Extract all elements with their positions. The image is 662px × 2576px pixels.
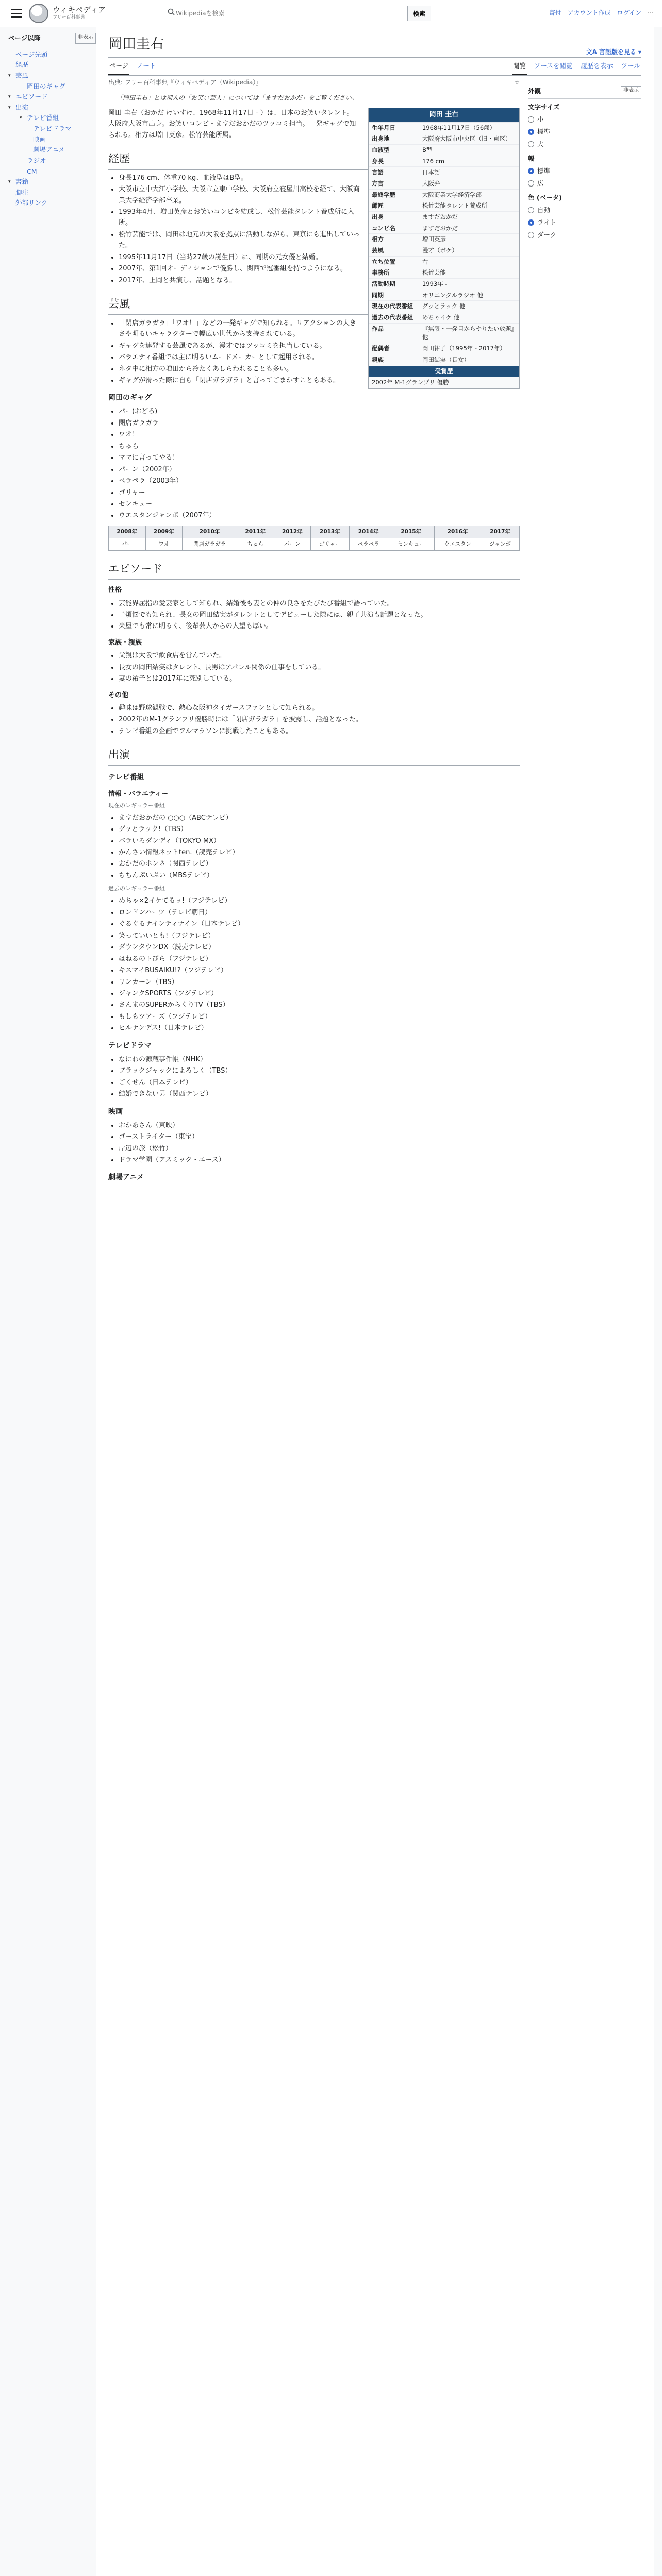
infobox-row — [369, 256, 519, 267]
toc-item[interactable] — [8, 134, 96, 145]
list-item: • センキュー — [119, 499, 520, 510]
list-item: • 笑っていいとも!（フジテレビ） — [119, 930, 520, 941]
radio-option[interactable] — [528, 230, 641, 240]
radio-option[interactable] — [528, 217, 641, 228]
radio-label: 標準 — [537, 128, 551, 136]
appearance-hide-button[interactable]: 非表示 — [621, 86, 641, 96]
infobox-key: 相方 — [372, 235, 384, 243]
list-item: • リンカーン（TBS） — [119, 977, 520, 988]
toc-item-label: テレビドラマ — [33, 125, 72, 132]
toc-item-label: 書籍 — [15, 178, 29, 186]
infobox-row — [369, 354, 519, 365]
list-item: • なにわの源蔵事件帳（NHK） — [119, 1054, 520, 1065]
radio-option[interactable] — [528, 139, 641, 149]
infobox-row — [369, 211, 519, 223]
infobox-row — [369, 343, 519, 354]
toc-item-label: 脚注 — [15, 188, 29, 196]
infobox-row — [369, 133, 519, 144]
toc-item-label: ラジオ — [27, 156, 46, 164]
radio-button[interactable] — [528, 207, 534, 213]
toc-item-label: ページ先頭 — [15, 50, 48, 58]
create-account-link[interactable]: アカウント作成 — [567, 9, 611, 17]
infobox-value: 1993年 - — [422, 280, 448, 288]
menu-icon[interactable] — [8, 5, 25, 22]
list-item: • 妻の祐子とは2017年に死別している。 — [119, 673, 520, 684]
list-item: • 1993年4月、増田英彦とお笑いコンビを結成し、松竹芸能タレント養成所に入所。 — [119, 207, 520, 229]
infobox-key: 身長 — [372, 157, 384, 165]
table-cell: パーン — [274, 538, 311, 551]
list-item: • ダウンタウンDX（読売テレビ） — [119, 942, 520, 953]
width-options — [528, 166, 641, 189]
toc-item[interactable] — [8, 124, 96, 134]
table-cell: ゴリャー — [311, 538, 349, 551]
toc-item[interactable] — [8, 198, 96, 209]
tab-history[interactable]: 履歴を表示 — [581, 62, 613, 70]
top-bar — [0, 0, 662, 27]
radio-option[interactable] — [528, 178, 641, 189]
toc-item[interactable] — [8, 49, 96, 60]
star-icon[interactable]: ☆ — [514, 79, 520, 87]
toc-item[interactable] — [8, 92, 96, 103]
page-title — [108, 31, 164, 57]
table-header-cell: 2015年 — [388, 526, 434, 538]
list-item: • おかあさん（東映） — [119, 1120, 520, 1131]
infobox-row — [369, 233, 519, 245]
list-item: • ギャグを連発する芸風であるが、漫才ではツッコミを担当している。 — [119, 341, 520, 351]
list-item: • ジャンクSPORTS（フジテレビ） — [119, 988, 520, 999]
infobox-row — [369, 122, 519, 133]
infobox-value: 右 — [422, 258, 428, 265]
tv-variety-sub: 情報・バラエティー — [108, 790, 168, 799]
gag-year-table — [108, 526, 520, 551]
list-item: • 大阪市立中大江小学校、大阪市立東中学校、大阪府立寝屋川高校を経て、大阪商業大学経済学部卒業。 — [119, 184, 520, 206]
list-item: • ロンドンハーツ（テレビ朝日） — [119, 907, 520, 918]
tv-past-label: 過去のレギュラー番組 — [108, 885, 165, 892]
list-item: • おかだのホンネ（関西テレビ） — [119, 858, 520, 869]
list-item: • ますだおかだの ○○○（ABCテレビ） — [119, 812, 520, 823]
infobox-value: ますだおかだ — [422, 224, 458, 232]
list-item: • グッとラック!（TBS） — [119, 824, 520, 835]
drama-list — [119, 1054, 520, 1100]
search-input[interactable] — [175, 9, 407, 18]
list-item: • もしもツアーズ（フジテレビ） — [119, 1011, 520, 1022]
toc-item-label: CM — [27, 167, 37, 175]
infobox-row — [369, 166, 519, 178]
list-item: • パー(おどろ) — [119, 406, 520, 417]
article-body — [108, 76, 520, 1185]
list-item: • バラエティ番組では主に明るいムードメーカーとして起用される。 — [119, 352, 520, 363]
infobox-value: グッとラック 他 — [422, 302, 466, 310]
list-item: • ぐるぐるナインティナイン（日本テレビ） — [119, 919, 520, 929]
infobox-key: 作品 — [372, 325, 384, 332]
toc-item[interactable] — [8, 81, 96, 92]
tv-current-list — [119, 812, 520, 882]
chevron-down-icon[interactable]: ▾ — [8, 179, 11, 185]
appearance-panel — [528, 76, 641, 1185]
toc-item[interactable] — [8, 188, 96, 198]
table-header-cell: 2017年 — [481, 526, 520, 538]
section-tv: テレビ番組 — [108, 773, 144, 782]
section-episode: エピソード — [108, 560, 520, 580]
infobox-value: 岡田結実（長女） — [422, 355, 470, 363]
section-gag: 岡田のギャグ — [108, 394, 152, 402]
infobox-key: 芸風 — [372, 247, 384, 255]
infobox-key: 過去の代表番組 — [372, 314, 413, 321]
color-options — [528, 205, 641, 240]
table-header-cell: 2010年 — [183, 526, 237, 538]
table-cell: ちゅら — [237, 538, 274, 551]
table-header-cell: 2008年 — [109, 526, 146, 538]
infobox-row — [369, 278, 519, 290]
infobox-row — [369, 323, 519, 343]
infobox-value: オリエンタルラジオ 他 — [422, 291, 483, 299]
list-item: • ウエスタンジャンボ（2007年） — [119, 510, 520, 521]
radio-label: 広 — [537, 179, 544, 188]
infobox-key: 出身 — [372, 213, 384, 221]
table-cell: ジャンボ — [481, 538, 520, 551]
infobox-key: 生年月日 — [372, 124, 395, 131]
infobox-row — [369, 200, 519, 211]
list-item: • ブラックジャックによろしく（TBS） — [119, 1065, 520, 1076]
infobox-row — [369, 189, 519, 200]
list-item: • 2002年のM-1グランプリ優勝時には「閉店ガラガラ」を披露し、話題となった。 — [119, 714, 520, 725]
chevron-down-icon[interactable]: ▾ — [8, 105, 11, 110]
list-item: • 趣味は野球観戦で、熱心な阪神タイガースファンとして知られる。 — [119, 703, 520, 714]
infobox-value: 大阪府大阪市中央区（旧・東区） — [422, 135, 511, 143]
toc-item[interactable] — [8, 113, 96, 124]
infobox-value: 松竹芸能タレント養成所 — [422, 202, 488, 210]
radio-button[interactable] — [528, 116, 534, 123]
list-item: • ギャグが滑った際に自ら「閉店ガラガラ」と言ってごまかすこともある。 — [119, 375, 520, 386]
list-item: • ワオ！ — [119, 429, 520, 440]
title-row — [108, 27, 641, 58]
episode-list-family — [119, 650, 520, 684]
toc-item[interactable] — [8, 71, 96, 81]
tv-current-label: 現在のレギュラー番組 — [108, 802, 165, 809]
tv-past-list — [119, 895, 520, 1033]
list-item: • 楽屋でも常に明るく、後輩芸人からの人望も厚い。 — [119, 621, 520, 632]
toc-item-label: 岡田のギャグ — [27, 82, 66, 90]
movie-list — [119, 1120, 520, 1166]
list-item: • ネタ中に相方の増田から冷たくあしらわれることも多い。 — [119, 364, 520, 375]
infobox-value: 増田英彦 — [422, 235, 446, 243]
episode-list-other — [119, 703, 520, 737]
table-cell: ペラペラ — [349, 538, 388, 551]
table-cell: パー — [109, 538, 146, 551]
table-cell: ウエスタン — [434, 538, 481, 551]
table-header-cell: 2012年 — [274, 526, 311, 538]
text-size-options — [528, 114, 641, 149]
list-item: • 1995年11月17日（当時27歳の誕生日）に、同期の元女優と結婚。 — [119, 252, 520, 263]
logo-subtitle: フリー百科事典 — [53, 15, 85, 21]
radio-option[interactable] — [528, 127, 641, 137]
toc-header — [8, 33, 96, 46]
list-item: • 身長176 cm、体重70 kg、血液型はB型。 — [119, 173, 520, 183]
infobox-row — [369, 144, 519, 156]
user-links — [549, 8, 654, 18]
chevron-down-icon: ▾ — [638, 48, 641, 56]
radio-button[interactable] — [528, 219, 534, 226]
infobox-key: 現在の代表番組 — [372, 302, 413, 310]
language-button[interactable] — [586, 47, 641, 57]
list-item: • 閉店ガラガラ — [119, 418, 520, 429]
infobox-key: 事務所 — [372, 269, 390, 277]
donate-link[interactable]: 寄付 — [549, 9, 561, 17]
search-icon — [168, 8, 175, 19]
radio-label: 自動 — [537, 206, 551, 214]
intro-paragraph: 岡田 圭右（おかだ けいすけ、1968年11月17日 - ）は、日本のお笑いタレント。大阪府大阪市出身。お笑いコンビ・ますだおかだのツッコミ担当。一発ギャグで知られる。相方は増田英彦。松竹芸能所属。 — [108, 109, 356, 139]
infobox-key: 血液型 — [372, 146, 390, 154]
list-item: • ごくせん（日本テレビ） — [119, 1077, 520, 1088]
page-tabs — [108, 58, 641, 76]
radio-label: 標準 — [537, 167, 551, 175]
appearance-title: 外観 — [528, 87, 541, 95]
episode-sub-personality: 性格 — [108, 586, 122, 595]
list-item: • キスマイBUSAIKU!?（フジテレビ） — [119, 965, 520, 976]
translate-icon: 文A — [586, 48, 597, 56]
login-link[interactable]: ログイン — [617, 9, 641, 17]
width-label: 幅 — [528, 155, 535, 163]
list-item: • 芸能界屈指の愛妻家として知られ、結婚後も妻との仲の良さをたびたび番組で語っていた。 — [119, 598, 520, 609]
gag-list — [119, 406, 520, 521]
toc-item-label: エピソード — [15, 93, 48, 101]
toc-item-label: 劇場アニメ — [33, 146, 65, 154]
language-button-label: 言語版を見る — [599, 48, 636, 56]
list-item: • 「閉店ガラガラ」「ワオ！」などの一発ギャグで知られる。リアクションの大きさや明るいキャラクターで幅広い世代から支持されている。 — [119, 318, 520, 340]
from-line-text: 出典: フリー百科事典『ウィキペディア（Wikipedia）』 — [108, 79, 262, 87]
radio-button[interactable] — [528, 141, 534, 147]
episode-list-personality — [119, 598, 520, 632]
list-item: • さんまのSUPERからくりTV（TBS） — [119, 999, 520, 1010]
infobox-row — [369, 245, 519, 256]
infobox-value: 漫才（ボケ） — [422, 247, 458, 255]
tab-talk[interactable]: ノート — [137, 62, 156, 70]
tab-view-source[interactable]: ソースを閲覧 — [534, 62, 573, 70]
table-header-cell: 2009年 — [145, 526, 183, 538]
infobox-row — [369, 312, 519, 323]
logo-title: ウィキペディア — [53, 5, 106, 14]
list-item: • バラいろダンディ（TOKYO MX） — [119, 836, 520, 846]
from-line — [108, 78, 520, 88]
infobox-row — [369, 178, 519, 189]
toc-hide-button[interactable]: 非表示 — [75, 33, 96, 44]
globe-icon — [29, 4, 48, 23]
list-item: • かんさい情報ネットten.（読売テレビ） — [119, 847, 520, 858]
infobox-value: 大阪商業大学経済学部 — [422, 191, 482, 198]
list-item: • ヒルナンデス!（日本テレビ） — [119, 1023, 520, 1033]
table-header-cell: 2016年 — [434, 526, 481, 538]
color-label: 色 (ベータ) — [528, 194, 562, 202]
main-content — [96, 27, 654, 2576]
table-cell: センキュー — [388, 538, 434, 551]
toc-title: ページ以降 — [8, 34, 41, 42]
infobox-key: 同期 — [372, 291, 384, 299]
radio-label: 小 — [537, 115, 544, 124]
toc-item[interactable] — [8, 60, 96, 71]
radio-option[interactable] — [528, 205, 641, 215]
section-drama: テレビドラマ — [108, 1041, 152, 1050]
radio-option[interactable] — [528, 166, 641, 176]
list-item: • ちゅら — [119, 441, 520, 452]
infobox-key: 配偶者 — [372, 345, 390, 352]
infobox-row — [369, 300, 519, 312]
toc-item-label: 映画 — [33, 135, 46, 143]
infobox-title: 岡田 圭右 — [369, 108, 519, 122]
search-box — [163, 6, 431, 21]
infobox-key: コンビ名 — [372, 224, 395, 232]
infobox-value: 岡田祐子（1995年 - 2017年） — [422, 345, 506, 352]
infobox-value: 日本語 — [422, 168, 440, 176]
infobox-key: 方言 — [372, 179, 384, 187]
infobox-value: 『無限・一発目からやりたい放題』他 — [422, 325, 515, 341]
section-appearances: 出演 — [108, 746, 520, 766]
table-header-cell: 2014年 — [349, 526, 388, 538]
content-grid — [108, 76, 641, 1185]
toc-item[interactable] — [8, 166, 96, 177]
tab-page[interactable]: ページ — [108, 58, 129, 75]
text-size-label: 文字サイズ — [528, 103, 560, 111]
radio-label: 大 — [537, 140, 544, 148]
infobox-value: 176 cm — [422, 157, 445, 165]
hatnote: 「岡田圭右」とは別人の「お笑い芸人」については「ますだおかだ」をご覧ください。 — [117, 94, 358, 101]
radio-option[interactable] — [528, 114, 641, 125]
list-item: • はねるのトびら（フジテレビ） — [119, 954, 520, 964]
infobox-value: B型 — [422, 146, 433, 154]
table-cell: 閉店ガラガラ — [183, 538, 237, 551]
infobox-row — [369, 156, 519, 167]
radio-button[interactable] — [528, 129, 534, 135]
infobox-value: ますだおかだ — [422, 213, 458, 221]
radio-button[interactable] — [528, 180, 534, 187]
table-header-cell: 2013年 — [311, 526, 349, 538]
page-title-text: 岡田圭右 — [108, 36, 164, 52]
section-keireki: 経歴 — [108, 150, 520, 170]
infobox-value: 1968年11月17日（56歳） — [422, 124, 496, 131]
infobox — [368, 108, 520, 389]
radio-label: ダーク — [537, 231, 557, 239]
toc-item-label: 芸風 — [15, 71, 29, 79]
list-item: • ママに言ってやる！ — [119, 452, 520, 463]
infobox-key: 親族 — [372, 355, 384, 363]
chevron-down-icon[interactable]: ▾ — [20, 115, 22, 121]
infobox-key: 師匠 — [372, 202, 384, 210]
tab-read[interactable]: 閲覧 — [512, 58, 527, 75]
tab-tools[interactable]: ツール — [621, 62, 640, 70]
list-item: • ペラペラ（2003年） — [119, 476, 520, 486]
toc-item-label: 出演 — [15, 103, 29, 111]
radio-button[interactable] — [528, 168, 534, 174]
section-geifu: 芸風 — [108, 295, 520, 315]
list-item: • 子煩悩でも知られ、長女の岡田結実がタレントとしてデビューした際には、親子共演も話題となった。 — [119, 609, 520, 620]
section-movie: 映画 — [108, 1107, 123, 1116]
infobox-value: 大阪弁 — [422, 179, 440, 187]
radio-label: ライト — [537, 218, 557, 227]
list-item: • ちちんぷいぷい（MBSテレビ） — [119, 870, 520, 881]
list-item: • 松竹芸能では、岡田は地元の大阪を拠点に活動しながら、東京にも進出していった。 — [119, 229, 520, 251]
list-item: • ドラマ学園（アスミック・エース） — [119, 1155, 520, 1165]
list-item: • 岸辺の旅（松竹） — [119, 1143, 520, 1154]
section-anime: 劇場アニメ — [108, 1173, 144, 1182]
list-item: • テレビ番組の企画でフルマラソンに挑戦したこともある。 — [119, 726, 520, 737]
infobox-row — [369, 267, 519, 278]
toc-item-label: 経歴 — [15, 61, 29, 69]
appearance-header — [528, 86, 641, 99]
list-item: • ゴーストライター（東宝） — [119, 1131, 520, 1142]
toc-item[interactable] — [8, 103, 96, 113]
toc-item-label: テレビ番組 — [27, 114, 59, 122]
infobox-key: 出身地 — [372, 135, 390, 143]
infobox-key: 言語 — [372, 168, 384, 176]
list-item: • 2007年、第1回オーディションで優勝し、関西で冠番組を持つようになる。 — [119, 263, 520, 274]
infobox-value: 松竹芸能 — [422, 269, 446, 277]
toc-item[interactable] — [8, 156, 96, 166]
infobox-row — [369, 290, 519, 301]
table-header-cell: 2011年 — [237, 526, 274, 538]
infobox-awards: 2002年 M-1グランプリ 優勝 — [372, 379, 449, 386]
list-item: • 長女の岡田結実はタレント、長男はアパレル関係の仕事をしている。 — [119, 662, 520, 673]
search-button[interactable]: 検索 — [407, 6, 431, 21]
infobox-key: 最終学歴 — [372, 191, 395, 198]
infobox-row — [369, 223, 519, 234]
list-item: • めちゃ×2イケてるッ!（フジテレビ） — [119, 895, 520, 906]
episode-sub-family: 家族・親族 — [108, 638, 142, 647]
list-item: • 2017年、上岡と共演し、話題となる。 — [119, 275, 520, 286]
page-body — [0, 27, 662, 2576]
infobox-key: 活動時期 — [372, 280, 395, 288]
infobox-value: めちゃイケ 他 — [422, 314, 460, 321]
list-item: • 結婚できない男（関西テレビ） — [119, 1089, 520, 1099]
table-cell: ワオ — [145, 538, 183, 551]
toc-item[interactable] — [8, 145, 96, 156]
list-item: • ゴリャー — [119, 487, 520, 498]
wikipedia-logo[interactable] — [29, 4, 132, 23]
more-menu-icon[interactable]: ⋯ — [648, 9, 654, 17]
infobox-awards-title: 受賞歴 — [369, 366, 519, 377]
toc-item-label: 外部リンク — [15, 199, 48, 207]
table-of-contents — [8, 27, 96, 2576]
list-item: • パーン（2002年） — [119, 464, 520, 475]
chevron-down-icon[interactable]: ▾ — [8, 73, 11, 78]
episode-sub-other: その他 — [108, 691, 129, 699]
infobox-key: 立ち位置 — [372, 258, 395, 265]
list-item: • 父親は大阪で飲食店を営んでいた。 — [119, 650, 520, 661]
toc-list — [8, 49, 96, 209]
radio-button[interactable] — [528, 232, 534, 238]
chevron-down-icon[interactable]: ▾ — [8, 94, 11, 100]
toc-item[interactable] — [8, 177, 96, 188]
